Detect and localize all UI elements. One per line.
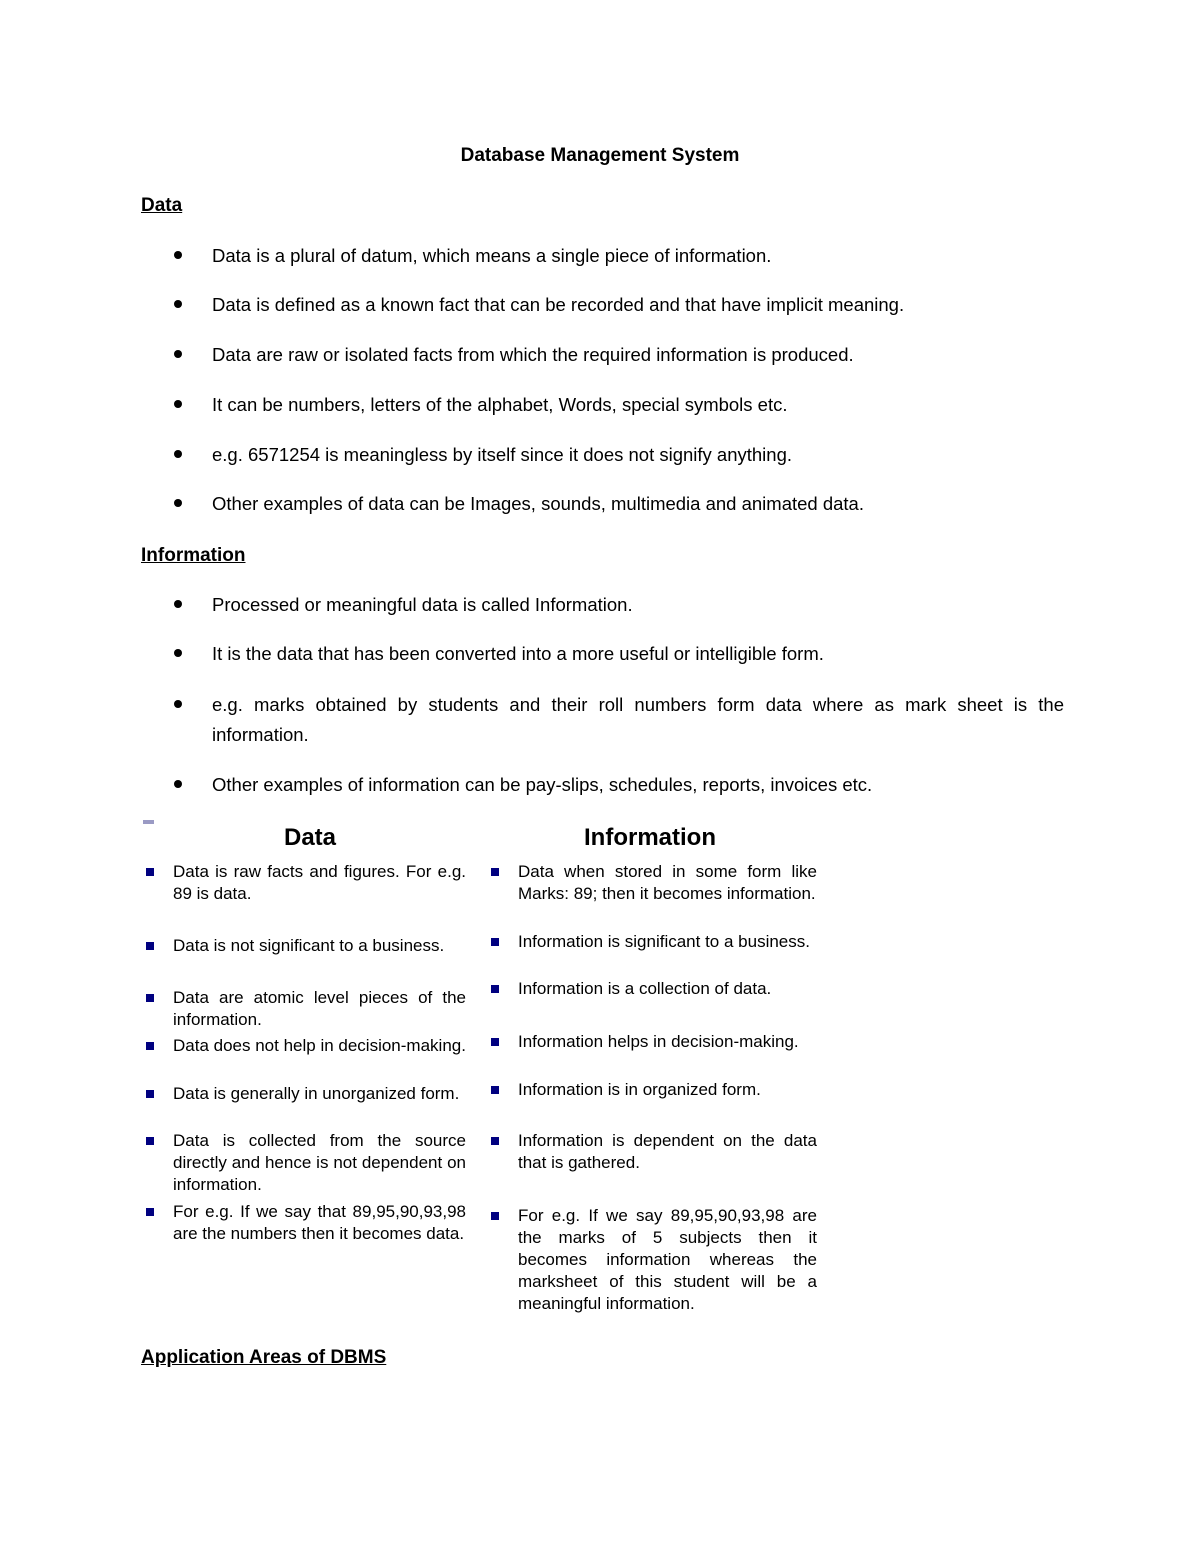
information-point: Data when stored in some form like Marks: 89; then it becomes information.	[491, 861, 817, 905]
bullet-icon	[174, 251, 182, 259]
data-point: Data is collected from the source directly and hence is not dependent on information.	[146, 1130, 466, 1196]
data-heading: Data	[141, 195, 183, 216]
application-areas-heading: Application Areas of DBMS	[141, 1347, 387, 1368]
list-item: Other examples of information can be pay-slips, schedules, reports, invoices etc.	[174, 770, 1064, 800]
square-bullet-icon	[491, 1137, 499, 1145]
list-item: Other examples of data can be Images, sounds, multimedia and animated data.	[174, 489, 1064, 519]
list-item: Data are raw or isolated facts from which the required information is produced.	[174, 340, 1064, 370]
comparison-information-heading: Information	[584, 824, 716, 851]
information-point: Information helps in decision-making.	[491, 1031, 817, 1053]
bullet-icon	[174, 600, 182, 608]
bullet-icon	[174, 499, 182, 507]
data-point: Data is not significant to a business.	[146, 935, 466, 957]
square-bullet-icon	[491, 868, 499, 876]
square-bullet-icon	[491, 1038, 499, 1046]
comparison-data-heading: Data	[283, 824, 337, 851]
data-point: Data are atomic level pieces of the information.	[146, 987, 466, 1031]
bullet-icon	[174, 700, 182, 708]
list-item: e.g. marks obtained by students and their roll numbers form data where as mark sheet is the information.	[174, 690, 1064, 750]
information-point: For e.g. If we say 89,95,90,93,98 are the marks of 5 subjects then it becomes information whereas the marksheet of this student will be a meaningful information.	[491, 1205, 817, 1315]
document-title: Database Management System	[460, 145, 740, 166]
bullet-icon	[174, 450, 182, 458]
bullet-icon	[174, 400, 182, 408]
square-bullet-icon	[146, 1042, 154, 1050]
information-point: Information is a collection of data.	[491, 978, 817, 1000]
square-bullet-icon	[146, 1137, 154, 1145]
square-bullet-icon	[491, 1086, 499, 1094]
information-heading: Information	[141, 545, 246, 566]
bullet-icon	[174, 350, 182, 358]
data-point: Data is generally in unorganized form.	[146, 1083, 466, 1105]
bullet-icon	[174, 649, 182, 657]
square-bullet-icon	[491, 985, 499, 993]
list-item: Processed or meaningful data is called Information.	[174, 590, 1064, 620]
list-item: It is the data that has been converted into a more useful or intelligible form.	[174, 639, 1064, 669]
bullet-icon	[174, 780, 182, 788]
square-bullet-icon	[146, 1090, 154, 1098]
list-item: e.g. 6571254 is meaningless by itself since it does not signify anything.	[174, 440, 1064, 470]
information-point: Information is in organized form.	[491, 1079, 817, 1101]
data-point: Data does not help in decision-making.	[146, 1035, 466, 1057]
list-item: Data is a plural of datum, which means a single piece of information.	[174, 241, 1064, 271]
square-bullet-icon	[146, 868, 154, 876]
square-bullet-icon	[146, 942, 154, 950]
square-bullet-icon	[491, 938, 499, 946]
list-item: Data is defined as a known fact that can be recorded and that have implicit meaning.	[174, 290, 1064, 320]
information-point: Information is significant to a business.	[491, 931, 817, 953]
square-bullet-icon	[146, 1208, 154, 1216]
information-point: Information is dependent on the data that is gathered.	[491, 1130, 817, 1174]
list-item: It can be numbers, letters of the alphabet, Words, special symbols etc.	[174, 390, 1064, 420]
data-point: For e.g. If we say that 89,95,90,93,98 are the numbers then it becomes data.	[146, 1201, 466, 1245]
square-bullet-icon	[146, 994, 154, 1002]
bullet-icon	[174, 300, 182, 308]
square-bullet-icon	[491, 1212, 499, 1220]
data-point: Data is raw facts and figures. For e.g. 89 is data.	[146, 861, 466, 905]
